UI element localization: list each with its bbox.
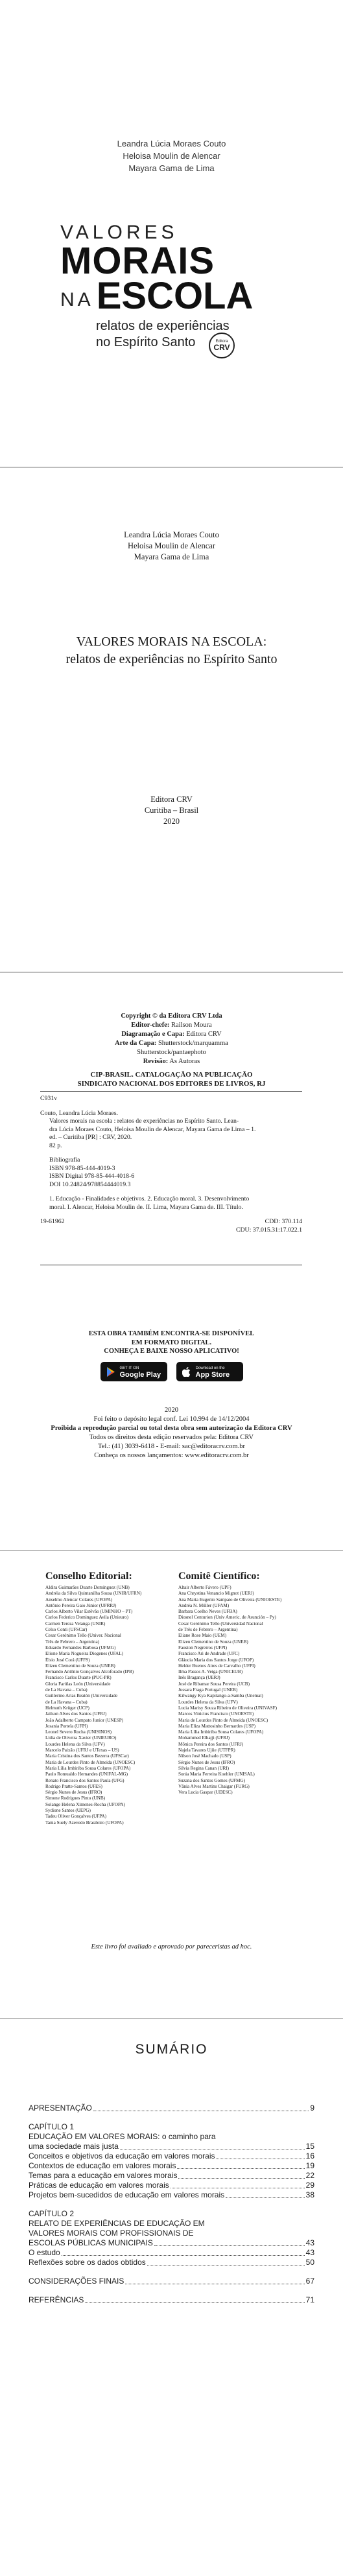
board-member: Mohammed Elhajji (UFRJ)	[178, 1735, 230, 1741]
board-member: Ana Chrystina Venancio Mignot (UERJ)	[178, 1591, 254, 1597]
scientific-committee-list	[178, 1585, 305, 1796]
cip-desc-line: Valores morais na escola : relatos de experiências no Espírito Santo. Lean-	[49, 1118, 239, 1125]
copyright-credits	[0, 1012, 343, 1066]
summary-entry-label: Práticas de educação em valores morais	[29, 2181, 169, 2190]
publisher-logo-big: CRV	[213, 343, 230, 352]
board-member: Andréa N. Müller (UFAM)	[178, 1602, 230, 1608]
summary-entry-label: Projetos bem-sucedidos de educação em valores morais	[29, 2190, 225, 2199]
summary-entry-label: Contextos de educação em valores morais	[29, 2161, 176, 2170]
summary-list	[29, 2103, 314, 2305]
cover-title-escola: ESCOLA	[96, 275, 254, 317]
summary-entry-label: REFERÊNCIAS	[29, 2295, 84, 2304]
summary-entry-page: 29	[305, 2181, 314, 2190]
cover-authors	[0, 137, 343, 174]
summary-gap	[29, 2267, 314, 2277]
board-member: Anselmo Alencar Colares (UFOPA)	[45, 1597, 113, 1602]
digital-notice-line: EM FORMATO DIGITAL.	[131, 1339, 212, 1346]
board-member: Lucia Marisy Souza Ribeiro de Oliveira (UNIVASF)	[178, 1705, 277, 1711]
board-member: Cesar Gerónimo Tello (Universidad Nacional	[178, 1621, 263, 1626]
board-member: Barbara Coelho Neves (UFBA)	[178, 1609, 237, 1615]
board-member: Sérgio Nunes de Jesus (IFRO)	[178, 1759, 235, 1765]
credit-line: Arte da Capa: Shutterstock/marquamma	[115, 1040, 228, 1047]
summary-entry-label: O estudo	[29, 2248, 60, 2257]
cip-subject-line: moral. I. Alencar, Heloisa Moulin de. II. Lima, Mayara Gama de. III. Título.	[49, 1203, 243, 1211]
board-member: Eliane Rose Maio (UEM)	[178, 1633, 227, 1639]
board-member: de La Havana – Cuba)	[45, 1687, 88, 1693]
board-member: Marcos Vinicius Francisco (UNOESTE)	[178, 1711, 254, 1717]
summary-leader-dots	[147, 2265, 305, 2266]
summary-entry[interactable]: VALORES MORAIS COM PROFISSIONAIS DE	[29, 2229, 194, 2238]
board-member: Gloria Fariñas León (Universidade	[45, 1681, 111, 1687]
summary-entry-label: APRESENTAÇÃO	[29, 2103, 92, 2113]
board-member: Élsio José Corá (UFFS)	[45, 1657, 90, 1663]
legal-footer	[0, 1406, 343, 1460]
summary-entry-page: 16	[305, 2151, 314, 2160]
publisher-logo-small: Editora	[215, 340, 228, 344]
legal-line: Proibida a reprodução parcial ou total desta obra sem autorização da Editora CRV	[51, 1425, 292, 1432]
board-member: Paulo Romualdo Hernandes (UNIFAL-MG)	[45, 1772, 128, 1777]
board-member: Mônica Pereira dos Santos (UFRJ)	[178, 1741, 244, 1747]
summary-entry[interactable]	[29, 2161, 314, 2171]
editorial-board-page	[0, 1551, 343, 2018]
summary-entry[interactable]	[29, 2238, 314, 2248]
cover-subtitle-line: relatos de experiências	[96, 319, 230, 333]
app-store-badge[interactable]	[176, 1362, 243, 1381]
summary-entry[interactable]	[29, 2295, 314, 2305]
cover-subtitle	[96, 318, 281, 351]
imprint-place: Curitiba – Brasil	[144, 806, 199, 815]
board-member: Eduardo Fernandes Barbosa (UFMG)	[45, 1645, 116, 1650]
board-member: Gláucia Maria dos Santos Jorge (UFOP)	[178, 1657, 254, 1663]
cip-biblio-line: ISBN 978-85-444-4019-3	[49, 1164, 115, 1172]
board-member: Najela Tavares Ujiie (UTFPR)	[178, 1748, 235, 1753]
cip-biblio-line: Bibliografia	[49, 1156, 80, 1164]
peer-review-note: Este livro foi avaliado e aprovado por pareceristas ad hoc.	[91, 1943, 252, 1950]
credit-line: Copyright © da Editora CRV Ltda	[121, 1013, 222, 1020]
summary-entry[interactable]	[29, 2248, 314, 2258]
board-member: Carlos Alberto Vilar Estêvão (UMINHO – PT)	[45, 1609, 133, 1615]
editorial-council-title: Conselho Editorial:	[45, 1571, 132, 1582]
board-member: Helder Buenos Aires de Carvalho (UFPI)	[178, 1663, 255, 1669]
board-member: Fernando Antônio Gonçalves Alcoforado (IPB)	[45, 1669, 134, 1675]
imprint-publisher: Editora CRV	[150, 795, 193, 804]
summary-leader-dots	[85, 2302, 304, 2303]
board-member: Nilson José Machado (USP)	[178, 1753, 231, 1759]
app-store-badges	[0, 1362, 343, 1381]
title-page-title-line: VALORES MORAIS NA ESCOLA:	[76, 635, 267, 649]
summary-entry[interactable]	[29, 2171, 314, 2181]
board-member: Tadeu Oliver Gonçalves (UFPA)	[45, 1814, 107, 1820]
summary-entry[interactable]	[29, 2277, 314, 2286]
summary-entry-page: 9	[310, 2103, 314, 2113]
summary-gap	[29, 2200, 314, 2209]
board-member: de Três de Febrero – Argentina)	[178, 1627, 238, 1633]
board-member: Solange Helena Ximenes-Rocha (UFOPA)	[45, 1801, 125, 1807]
scientific-committee-title: Comitê Científico:	[178, 1571, 260, 1582]
board-member: Maria de Lourdes Pinto de Almeida (UNOESC)	[45, 1759, 136, 1765]
summary-leader-dots	[177, 2168, 304, 2169]
summary-title: SUMÁRIO	[135, 2042, 208, 2057]
badge-big-text: Google Play	[119, 1371, 161, 1379]
board-member: de La Havana – Cuba)	[45, 1699, 88, 1705]
cip-desc-line: 82 p.	[49, 1142, 62, 1149]
cip-rule	[40, 1091, 302, 1092]
board-member: Antônio Pereira Gaio Júnior (UFRRJ)	[45, 1602, 117, 1608]
publisher-logo	[209, 333, 235, 358]
board-member: Aldira Guimarães Duarte Domínguez (UNB)	[45, 1585, 130, 1590]
editorial-council-list	[45, 1585, 169, 1826]
board-member: Sérgio Nunes de Jesus (IFRO)	[45, 1790, 102, 1796]
cover-author: Heloisa Moulin de Alencar	[123, 151, 220, 161]
summary-entry-label: Conceitos e objetivos da educação em valores morais	[29, 2151, 215, 2160]
scientific-committee	[178, 1571, 305, 1826]
title-page-title-line: relatos de experiências no Espírito Santo	[65, 652, 278, 666]
summary-entry-label: CONSIDERAÇÕES FINAIS	[29, 2277, 124, 2286]
board-member: Três de Febrero – Argentina)	[45, 1639, 100, 1645]
cip-record	[40, 1095, 302, 1234]
summary-page	[0, 2019, 343, 2576]
summary-entry-page: 22	[305, 2171, 314, 2180]
summary-gap	[29, 2113, 314, 2122]
board-member: Vânia Alves Martins Chaigar (FURG)	[178, 1783, 250, 1789]
cip-authors: Couto, Leandra Lúcia Moraes.	[40, 1109, 118, 1117]
summary-entry-page: 15	[305, 2142, 314, 2151]
title-page-author: Leandra Lúcia Moraes Couto	[124, 530, 219, 539]
board-member: Simone Rodrigues Pinto (UNB)	[45, 1796, 106, 1801]
cip-biblio-line: ISBN Digital 978-85-444-4018-6	[49, 1173, 135, 1180]
board-member: Elizeu Clementino de Souza (UNEB)	[178, 1639, 248, 1645]
cover-title	[60, 222, 281, 351]
summary-leader-dots	[178, 2178, 304, 2179]
title-page-author: Heloisa Moulin de Alencar	[127, 541, 216, 550]
cip-desc-line: dra Lúcia Moraes Couto, Heloisa Moulin de Alencar, Mayara Gama de Lima – 1.	[49, 1125, 256, 1133]
board-member: Kilwangy Kya Kapitango-a-Samba (Unemat)	[178, 1693, 263, 1699]
title-page-authors	[0, 530, 343, 563]
board-member: João Adalberto Campato Junior (UNESP)	[45, 1717, 124, 1723]
board-member: Vera Lucia Gaspar (UDESC)	[178, 1790, 233, 1796]
board-member: Cesar Gerónimo Tello (Univer. Nacional	[45, 1633, 121, 1639]
summary-entry-label: uma sociedade mais justa	[29, 2142, 119, 2151]
apple-icon	[182, 1366, 192, 1377]
title-page	[0, 468, 343, 972]
cip-number: 19-61962	[40, 1218, 65, 1225]
cip-subject-line: 1. Educação - Finalidades e objetivos. 2. Educação moral. 3. Desenvolvimento	[49, 1195, 250, 1202]
badge-big-text: App Store	[195, 1371, 230, 1379]
board-member: Elizeu Clementino de Souza (UNEB)	[45, 1663, 115, 1669]
summary-entry-page: 43	[305, 2238, 314, 2247]
editorial-council	[45, 1571, 169, 1826]
cover-author: Leandra Lúcia Moraes Couto	[117, 139, 226, 148]
board-member: Carmen Tereza Velanga (UNIR)	[45, 1621, 106, 1626]
badge-small-text: Download on the	[195, 1366, 225, 1370]
cover-page	[0, 0, 343, 467]
board-member: Francisco Ari de Andrade (UFC)	[178, 1651, 240, 1657]
board-member: Ilma Passos A. Veiga (UNICEUB)	[178, 1669, 243, 1675]
board-member: Helmuth Krüger (UCP)	[45, 1705, 89, 1711]
cip-biblio-line: DOI 10.24824/978854444019.3	[49, 1180, 131, 1188]
credit-line: Shutterstock/pantaephoto	[137, 1049, 206, 1056]
board-member: Andréia da Silva Quintanilha Sousa (UNIR/UFRN)	[45, 1591, 142, 1597]
board-columns	[45, 1571, 305, 1826]
cover-title-morais: MORAIS	[60, 240, 215, 282]
cover-author: Mayara Gama de Lima	[128, 163, 215, 173]
legal-line: Foi feito o depósito legal conf. Lei 10.994 de 14/12/2004	[93, 1416, 250, 1423]
google-play-badge[interactable]	[101, 1362, 167, 1381]
board-member: Rodrigo Pratte-Santos (UFES)	[45, 1783, 102, 1789]
credit-line: Revisão: As Autoras	[143, 1058, 200, 1065]
legal-line: Todos os direitos desta edição reservados pela: Editora CRV	[89, 1434, 254, 1441]
summary-entry[interactable]	[29, 2103, 314, 2113]
board-member: Lourdes Helena da Silva (UFV)	[178, 1699, 238, 1705]
summary-entry[interactable]	[29, 2151, 314, 2161]
cip-title	[0, 1070, 343, 1088]
summary-leader-dots	[62, 2255, 305, 2256]
summary-entry[interactable]	[29, 2181, 314, 2190]
summary-gap	[29, 2286, 314, 2295]
google-play-icon	[106, 1366, 116, 1377]
summary-leader-dots	[226, 2197, 304, 2198]
digital-notice-line: ESTA OBRA TAMBÉM ENCONTRA-SE DISPONÍVEL	[88, 1330, 255, 1337]
board-member: Maria Lília Imbiriba Sousa Colares (UFOPA)	[178, 1729, 264, 1735]
cover-subtitle-line: no Espírito Santo	[96, 335, 196, 349]
board-member: Suzana dos Santos Gomes (UFMG)	[178, 1777, 246, 1783]
board-member: Sydione Santos (UEPG)	[45, 1807, 91, 1813]
board-member: Maria de Lourdes Pinto de Almeida (UNOESC)	[178, 1717, 268, 1723]
summary-entry-page: 43	[305, 2248, 314, 2257]
summary-chapter: CAPÍTULO 1	[29, 2122, 75, 2131]
board-member: Josania Portela (UFPI)	[45, 1723, 88, 1729]
board-member: Maria Eliza Mattosinho Bernardes (USP)	[178, 1723, 255, 1729]
cip-title-line: SINDICATO NACIONAL DOS EDITORES DE LIVROS, RJ	[77, 1080, 266, 1088]
cip-desc-line: ed. – Curitiba [PR] : CRV, 2020.	[49, 1134, 132, 1141]
board-member: Carlos Federico Dominguez Avila (Unieuro)	[45, 1615, 129, 1621]
cip-code: C931v	[40, 1095, 58, 1102]
summary-chapter: CAPÍTULO 2	[29, 2209, 75, 2218]
credit-line: Diagramação e Capa: Editora CRV	[121, 1031, 222, 1038]
title-page-author: Mayara Gama de Lima	[134, 552, 209, 561]
summary-entry[interactable]	[29, 2190, 314, 2200]
cip-title-line: CIP-BRASIL. CATALOGAÇÃO NA PUBLICAÇÃO	[90, 1071, 253, 1079]
board-member: Leonel Severo Rocha (UNISINOS)	[45, 1729, 112, 1735]
summary-entry-page: 67	[305, 2277, 314, 2286]
digital-notice-line: CONHEÇA E BAIXE NOSSO APLICATIVO!	[104, 1348, 239, 1355]
board-member: Ana Maria Eugenio Sampaio de Oliveira (UNIOESTE)	[178, 1597, 282, 1602]
board-member: Celso Conti (UFSCar)	[45, 1627, 88, 1633]
summary-entry-page: 38	[305, 2190, 314, 2199]
summary-entry-label: Temas para a educação em valores morais	[29, 2171, 178, 2180]
board-member: Altair Alberto Fávero (UPF)	[178, 1585, 231, 1590]
cip-cdu: CDU: 37.015.31:17.022.1	[235, 1226, 302, 1234]
summary-entry[interactable]	[29, 2258, 314, 2267]
cip-cdd: CDD: 370.114	[265, 1218, 302, 1225]
title-page-title	[0, 633, 343, 668]
summary-entry-label: Reflexões sobre os dados obtidos	[29, 2258, 146, 2267]
summary-entry-page: 19	[305, 2161, 314, 2170]
title-page-imprint	[0, 794, 343, 827]
copyright-page	[0, 973, 343, 1550]
legal-year: 2020	[165, 1407, 178, 1414]
legal-line: Conheça os nossos lançamentos: www.editoracrv.com.br	[94, 1452, 249, 1459]
board-member: Lídia de Oliveira Xavier (UNIEURO)	[45, 1735, 117, 1741]
board-member: Maria Lília Imbiriba Sousa Colares (UFOPA)	[45, 1765, 131, 1771]
summary-entry[interactable]: RELATO DE EXPERIÊNCIAS DE EDUCAÇÃO EM	[29, 2219, 205, 2228]
badge-small-text: GET IT ON	[119, 1366, 139, 1370]
cover-title-valores: VALORES	[60, 222, 178, 243]
board-member: Diosnel Centurion (Univ Americ. de Asunción – Py)	[178, 1615, 276, 1621]
summary-entry-label: ESCOLAS PÚBLICAS MUNICIPAIS	[29, 2238, 153, 2247]
board-member: Elione Maria Nogueira Diogenes (UFAL)	[45, 1651, 124, 1657]
board-member: Sonia Maria Ferreira Koehler (UNISAL)	[178, 1772, 255, 1777]
board-member: Renato Francisco dos Santos Paula (UFG)	[45, 1777, 124, 1783]
summary-leader-dots	[154, 2245, 305, 2246]
summary-entry-page: 71	[305, 2295, 314, 2304]
board-member: Francisco Carlos Duarte (PUC-PR)	[45, 1675, 112, 1681]
board-member: Guillermo Arias Beatón (Universidade	[45, 1693, 118, 1699]
cover-title-na: NA	[60, 289, 94, 310]
digital-notice	[0, 1329, 343, 1356]
summary-entry[interactable]	[29, 2142, 314, 2151]
board-member: Jailson Alves dos Santos (UFRJ)	[45, 1711, 107, 1717]
imprint-year: 2020	[163, 817, 180, 826]
summary-entry-page: 50	[305, 2258, 314, 2267]
credit-line: Editor-chefe: Railson Moura	[131, 1022, 212, 1029]
board-member: Lourdes Helena da Silva (UFV)	[45, 1741, 105, 1747]
legal-line: Tel.: (41) 3039-6418 - E-mail: sac@editoracrv.com.br	[98, 1443, 245, 1450]
board-member: Tania Suely Azevedo Brasileiro (UFOPA)	[45, 1820, 124, 1825]
board-member: Maria Cristina dos Santos Bezerra (UFSCar)	[45, 1753, 129, 1759]
board-member: Marcelo Paixão (UFRJ e UTexas – US)	[45, 1748, 119, 1753]
board-member: Silvia Regina Canan (URI)	[178, 1765, 230, 1771]
summary-entry[interactable]: EDUCAÇÃO EM VALORES MORAIS: o caminho para	[29, 2132, 216, 2141]
board-member: Fauston Negreiros (UFPI)	[178, 1645, 228, 1650]
board-member: José de Ribamar Sousa Pereira (UCB)	[178, 1681, 250, 1687]
board-member: Inês Bragança (UERJ)	[178, 1675, 220, 1681]
board-member: Jussara Fraga Portugal (UNEB)	[178, 1687, 238, 1693]
